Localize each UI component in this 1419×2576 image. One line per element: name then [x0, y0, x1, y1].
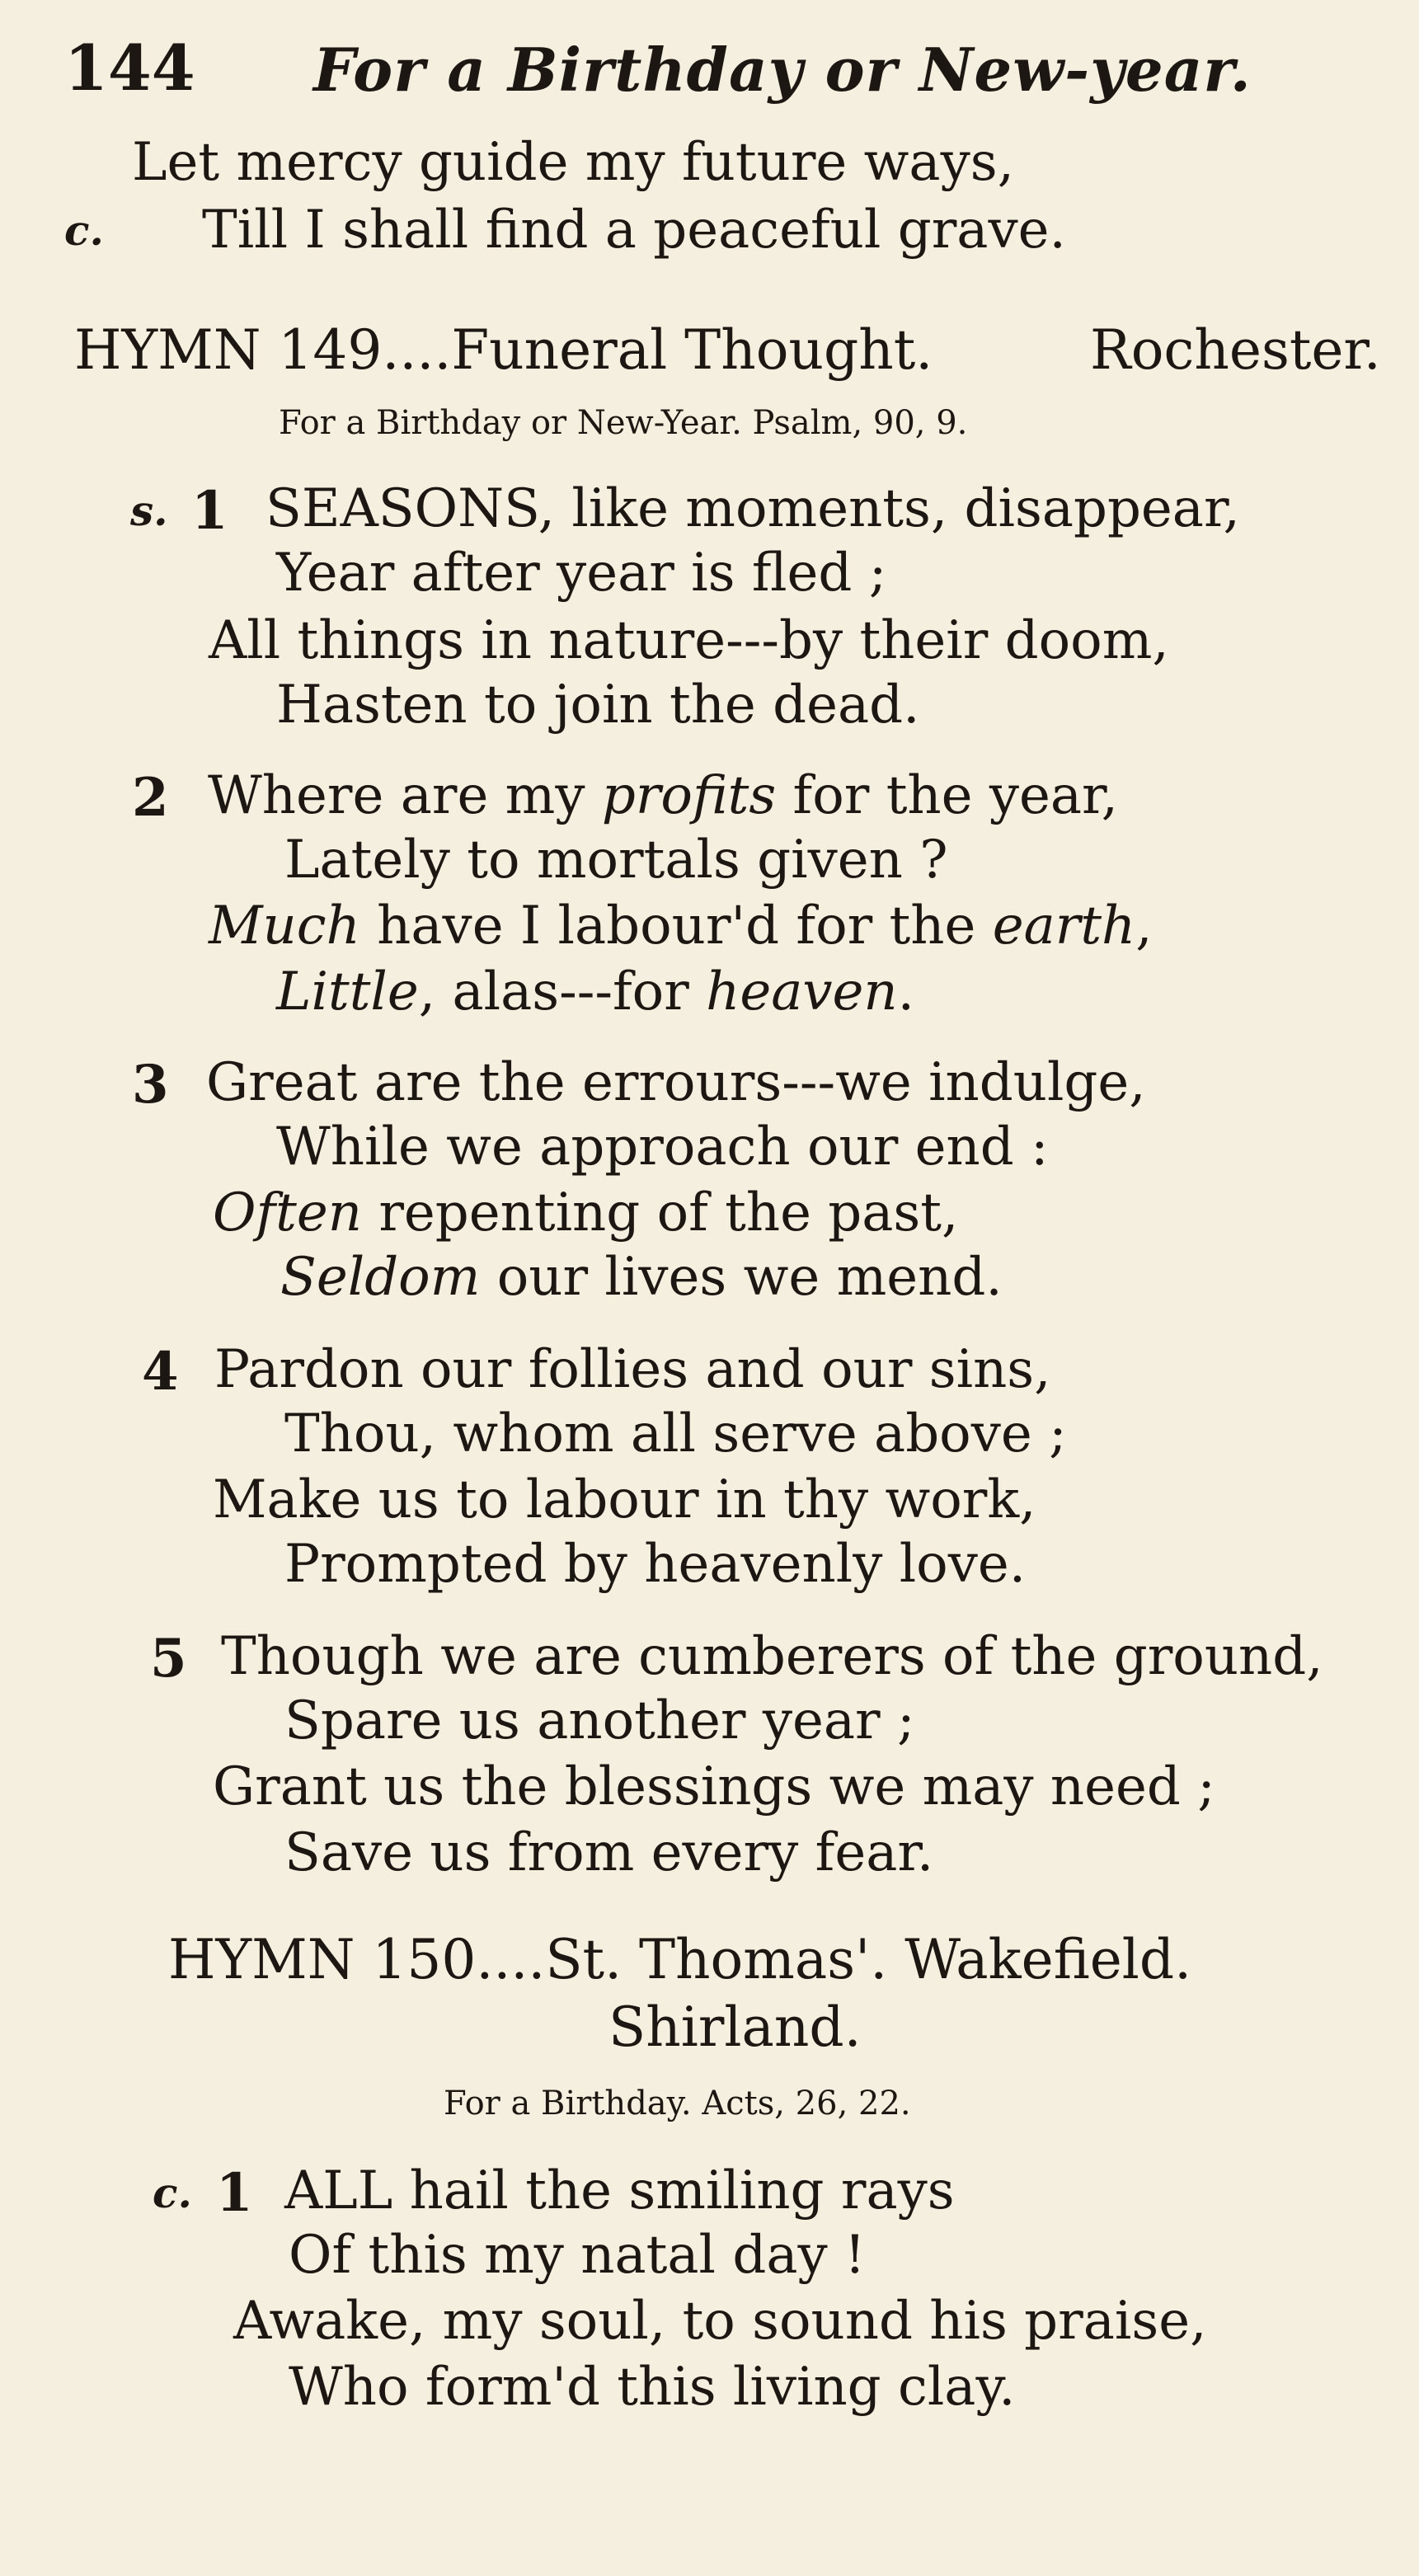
running-title: For a Birthday or New-year.	[313, 35, 1252, 105]
verse-line: Seldom our lives we mend.	[280, 1247, 1003, 1308]
verse-line: While we approach our end :	[276, 1116, 1049, 1178]
hymn-150-subtitle: For a Birthday. Acts, 26, 22.	[444, 2085, 911, 2122]
hymn-150-heading-line-2: Shirland.	[608, 1995, 862, 2059]
hymn-150-meter: c.	[153, 2169, 192, 2217]
verse-line: ALL hail the smiling rays	[284, 2160, 955, 2221]
verse-line: Lately to mortals given ?	[284, 830, 948, 891]
verse-line: Save us from every fear.	[284, 1822, 934, 1883]
hymn-150-heading: HYMN 150....St. Thomas'. Wakefield.	[168, 1928, 1192, 1991]
page-number: 144	[64, 31, 195, 105]
hymn-149-title: HYMN 149....Funeral Thought.	[74, 318, 933, 382]
verse-number: 4	[142, 1341, 179, 1403]
verse-line: Who form'd this living clay.	[289, 2357, 1016, 2418]
top-line-1: Let mercy guide my future ways,	[132, 132, 1014, 193]
verse-line: Make us to labour in thy work,	[213, 1469, 1036, 1530]
verse-line: Thou, whom all serve above ;	[284, 1403, 1067, 1464]
verse-line: Little, alas---for heaven.	[276, 961, 914, 1022]
verse-line: Year after year is fled ;	[276, 543, 887, 604]
hymn-149-meter: s.	[130, 487, 168, 535]
verse-line: SEASONS, like moments, disappear,	[265, 478, 1240, 539]
top-line-2: Till I shall find a peaceful grave.	[202, 200, 1066, 261]
verse-line: Often repenting of the past,	[213, 1182, 959, 1243]
verse-line: Hasten to join the dead.	[276, 675, 920, 736]
hymn-149-tune: Rochester.	[1090, 318, 1381, 382]
verse-line: Awake, my soul, to sound his praise,	[233, 2291, 1207, 2352]
verse-number: 5	[150, 1628, 187, 1690]
verse-line: Spare us another year ;	[284, 1690, 915, 1751]
verse-number: 3	[132, 1054, 169, 1116]
hymn-149-heading	[74, 318, 933, 382]
verse-line: Of this my natal day !	[289, 2225, 866, 2286]
verse-line: Pardon our follies and our sins,	[214, 1339, 1051, 1400]
hymn-149-subtitle: For a Birthday or New-Year. Psalm, 90, 9.	[279, 404, 968, 442]
verse-line: Grant us the blessings we may need ;	[213, 1756, 1215, 1817]
verse-line: All things in nature---by their doom,	[209, 610, 1169, 671]
verse-line: Great are the errours---we indulge,	[206, 1052, 1146, 1113]
verse-number: 1	[216, 2162, 253, 2224]
verse-number: 1	[191, 480, 228, 542]
verse-line: Much have I labour'd for the earth,	[209, 895, 1153, 957]
verse-number: 2	[132, 767, 169, 829]
verse-line: Prompted by heavenly love.	[284, 1534, 1027, 1595]
verse-line: Though we are cumberers of the ground,	[221, 1626, 1323, 1687]
verse-line: Where are my profits for the year,	[208, 765, 1118, 826]
top-meter-mark: c.	[64, 206, 104, 255]
